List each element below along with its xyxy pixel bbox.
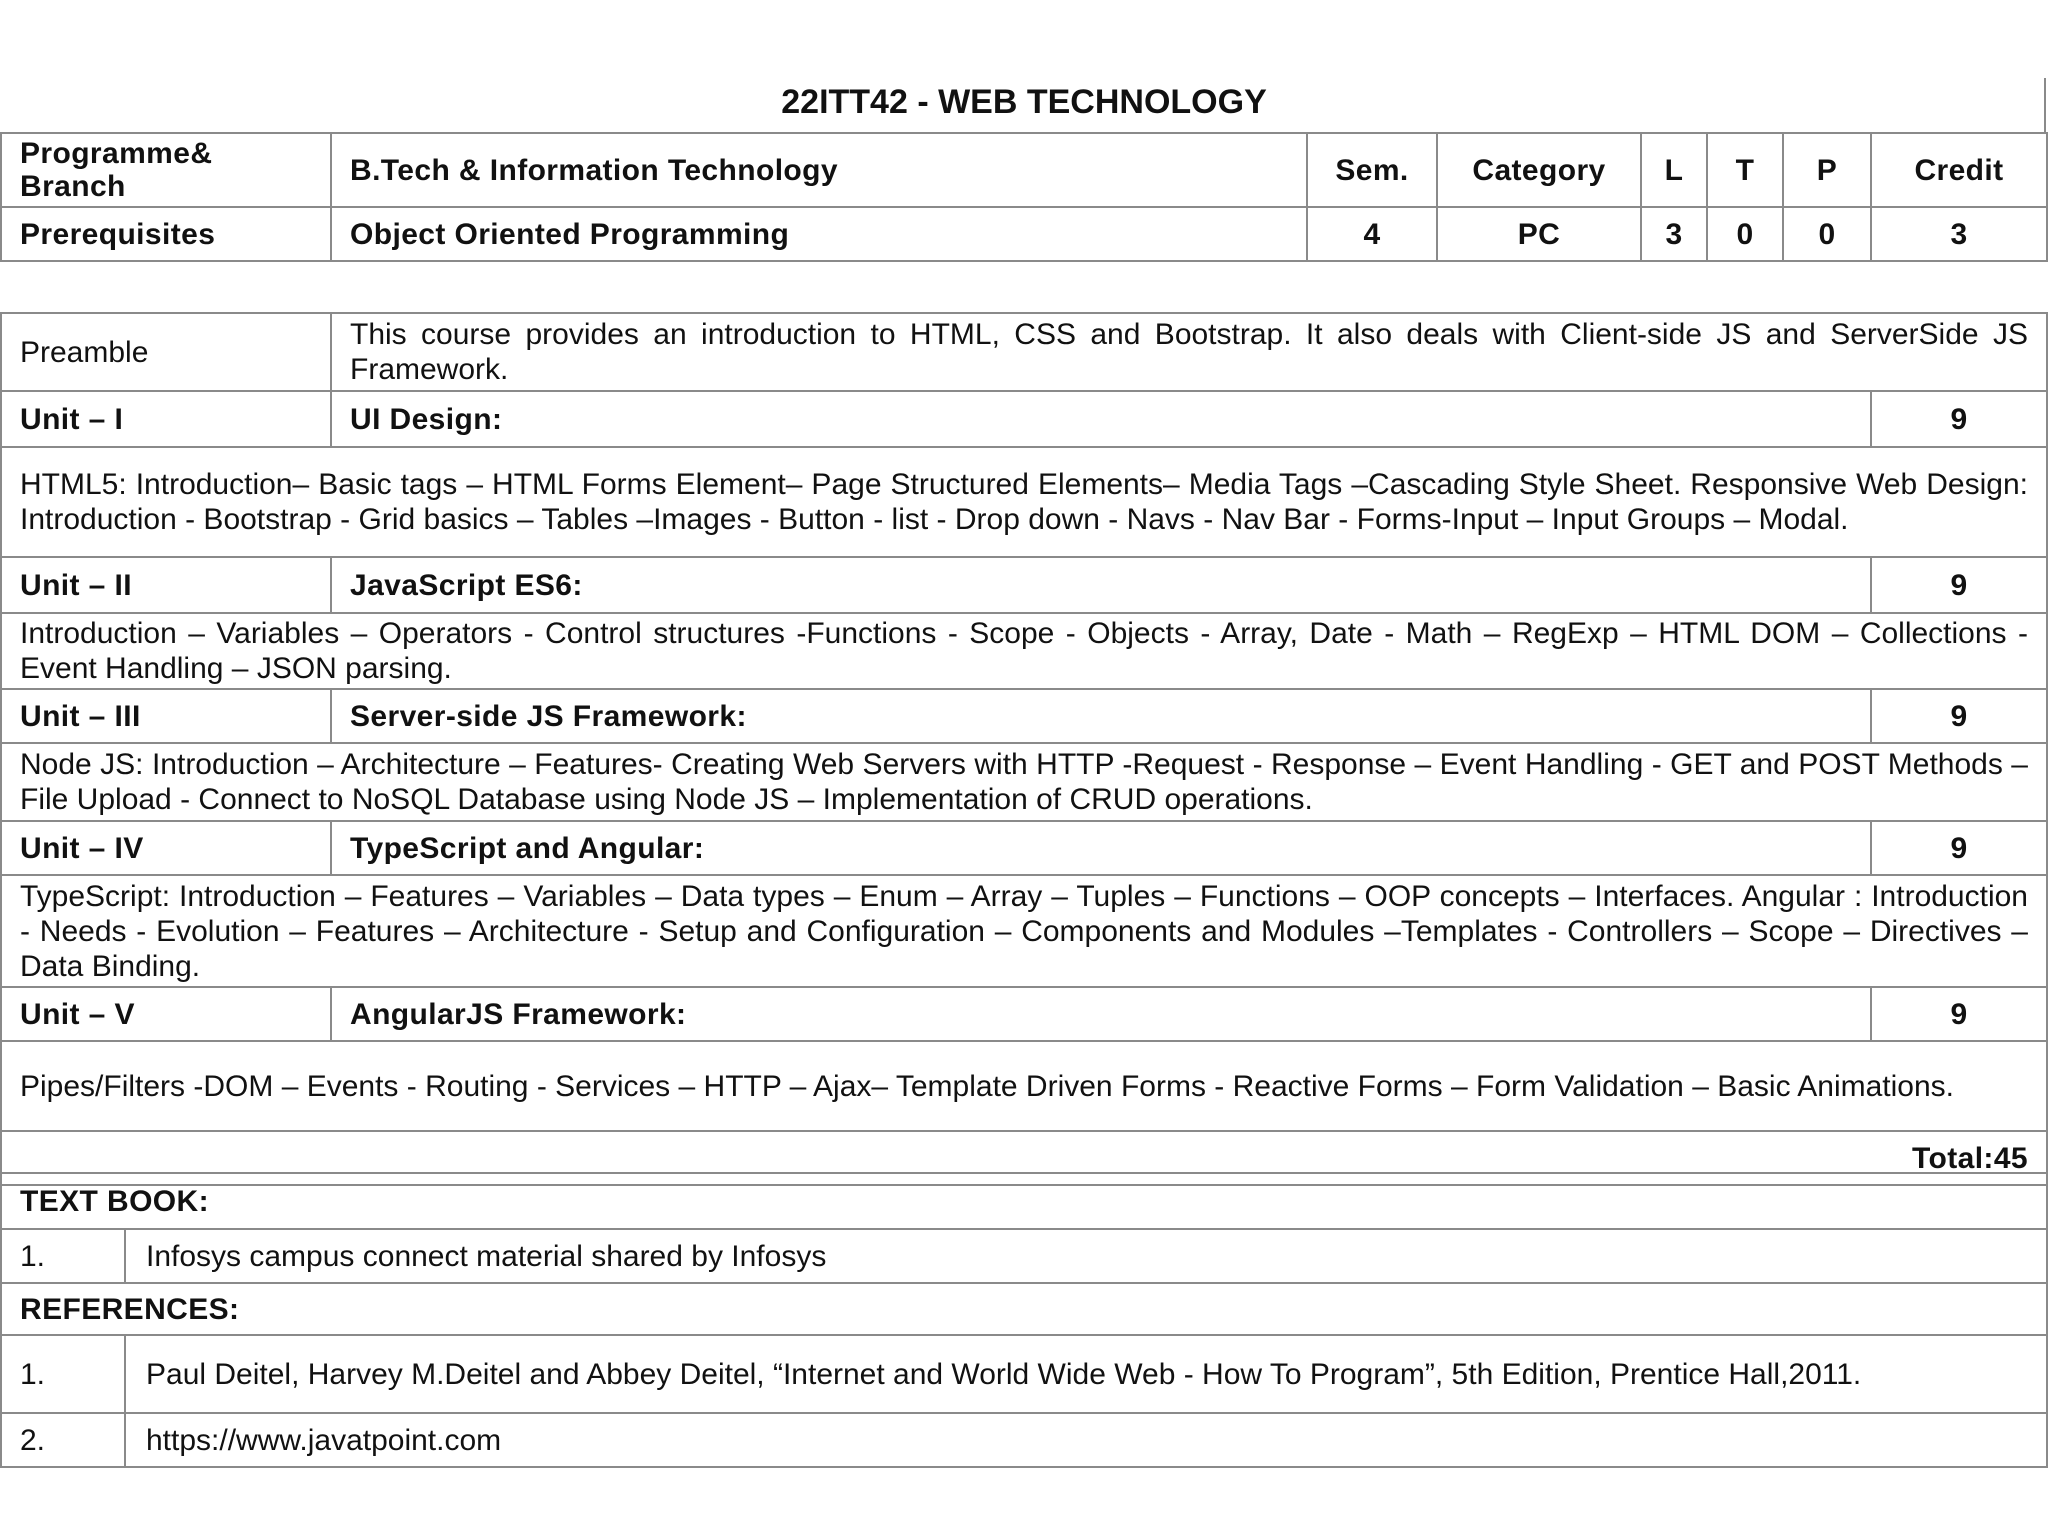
unit-label: Unit – IV xyxy=(1,821,331,875)
unit-label: Unit – III xyxy=(1,689,331,743)
l-value: 3 xyxy=(1641,207,1707,261)
preamble-label: Preamble xyxy=(1,313,331,391)
preamble-text: This course provides an introduction to HTML, CSS and Bootstrap. It also deals with Client-side JS and ServerSide JS Framework. xyxy=(331,313,2047,391)
unit-title: Server-side JS Framework: xyxy=(331,689,1871,743)
unit-title: AngularJS Framework: xyxy=(331,987,1871,1041)
unit-title: UI Design: xyxy=(331,391,1871,447)
category-value: PC xyxy=(1437,207,1641,261)
unit-hours: 9 xyxy=(1871,557,2047,613)
total-hours: Total:45 xyxy=(1,1131,2047,1185)
unit-hours: 9 xyxy=(1871,987,2047,1041)
l-label: L xyxy=(1641,133,1707,207)
reference-number: 1. xyxy=(1,1335,125,1413)
unit-title: TypeScript and Angular: xyxy=(331,821,1871,875)
textbook-item: Infosys campus connect material shared by Infosys xyxy=(125,1229,2047,1283)
prerequisites-value: Object Oriented Programming xyxy=(331,207,1307,261)
textbook-heading: TEXT BOOK: xyxy=(1,1173,2047,1229)
page-border xyxy=(2044,78,2046,132)
category-label: Category xyxy=(1437,133,1641,207)
unit-hours: 9 xyxy=(1871,689,2047,743)
unit-hours: 9 xyxy=(1871,821,2047,875)
unit-label: Unit – I xyxy=(1,391,331,447)
unit-content: TypeScript: Introduction – Features – Variables – Data types – Enum – Array – Tuples – Functions – OOP concepts – Interfaces. Angular : Introduction - Needs - Evolution – Features – Architecture - Setup and Configuration – Components and Modules –Templates - Controllers – Scope – Directives – Data Binding. xyxy=(1,875,2047,987)
prerequisites-label: Prerequisites xyxy=(1,207,331,261)
credit-label: Credit xyxy=(1871,133,2047,207)
unit-hours: 9 xyxy=(1871,391,2047,447)
syllabus-table xyxy=(0,312,2048,1186)
unit-content: Pipes/Filters -DOM – Events - Routing - Services – HTTP – Ajax– Template Driven Forms - Reactive Forms – Form Validation – Basic Animations. xyxy=(1,1041,2047,1131)
p-value: 0 xyxy=(1783,207,1871,261)
references-heading: REFERENCES: xyxy=(1,1283,2047,1335)
credit-value: 3 xyxy=(1871,207,2047,261)
t-value: 0 xyxy=(1707,207,1783,261)
programme-label: Programme& Branch xyxy=(1,133,331,207)
unit-label: Unit – V xyxy=(1,987,331,1041)
unit-content: Node JS: Introduction – Architecture – Features- Creating Web Servers with HTTP -Request - Response – Event Handling - GET and POST Methods –File Upload - Connect to NoSQL Database using Node JS – Implementation of CRUD operations. xyxy=(1,743,2047,821)
unit-label: Unit – II xyxy=(1,557,331,613)
unit-title: JavaScript ES6: xyxy=(331,557,1871,613)
unit-content: HTML5: Introduction– Basic tags – HTML Forms Element– Page Structured Elements– Media Tags –Cascading Style Sheet. Responsive Web Design: Introduction - Bootstrap - Grid basics – Tables –Images - Button - list - Drop down - Navs - Nav Bar - Forms-Input – Input Groups – Modal. xyxy=(1,447,2047,557)
textbook-number: 1. xyxy=(1,1229,125,1283)
p-label: P xyxy=(1783,133,1871,207)
course-title: 22ITT42 - WEB TECHNOLOGY xyxy=(781,83,1267,121)
reference-item: Paul Deitel, Harvey M.Deitel and Abbey Deitel, “Internet and World Wide Web - How To Program”, 5th Edition, Prentice Hall,2011. xyxy=(125,1335,2047,1413)
sem-label: Sem. xyxy=(1307,133,1437,207)
reference-link[interactable]: https://www.javatpoint.com xyxy=(125,1413,2047,1467)
references-table xyxy=(0,1172,2048,1468)
unit-content: Introduction – Variables – Operators - Control structures -Functions - Scope - Objects - Array, Date - Math – RegExp – HTML DOM – Collections - Event Handling – JSON parsing. xyxy=(1,613,2047,689)
reference-number: 2. xyxy=(1,1413,125,1467)
programme-value: B.Tech & Information Technology xyxy=(331,133,1307,207)
course-header-table xyxy=(0,132,2048,262)
sem-value: 4 xyxy=(1307,207,1437,261)
t-label: T xyxy=(1707,133,1783,207)
